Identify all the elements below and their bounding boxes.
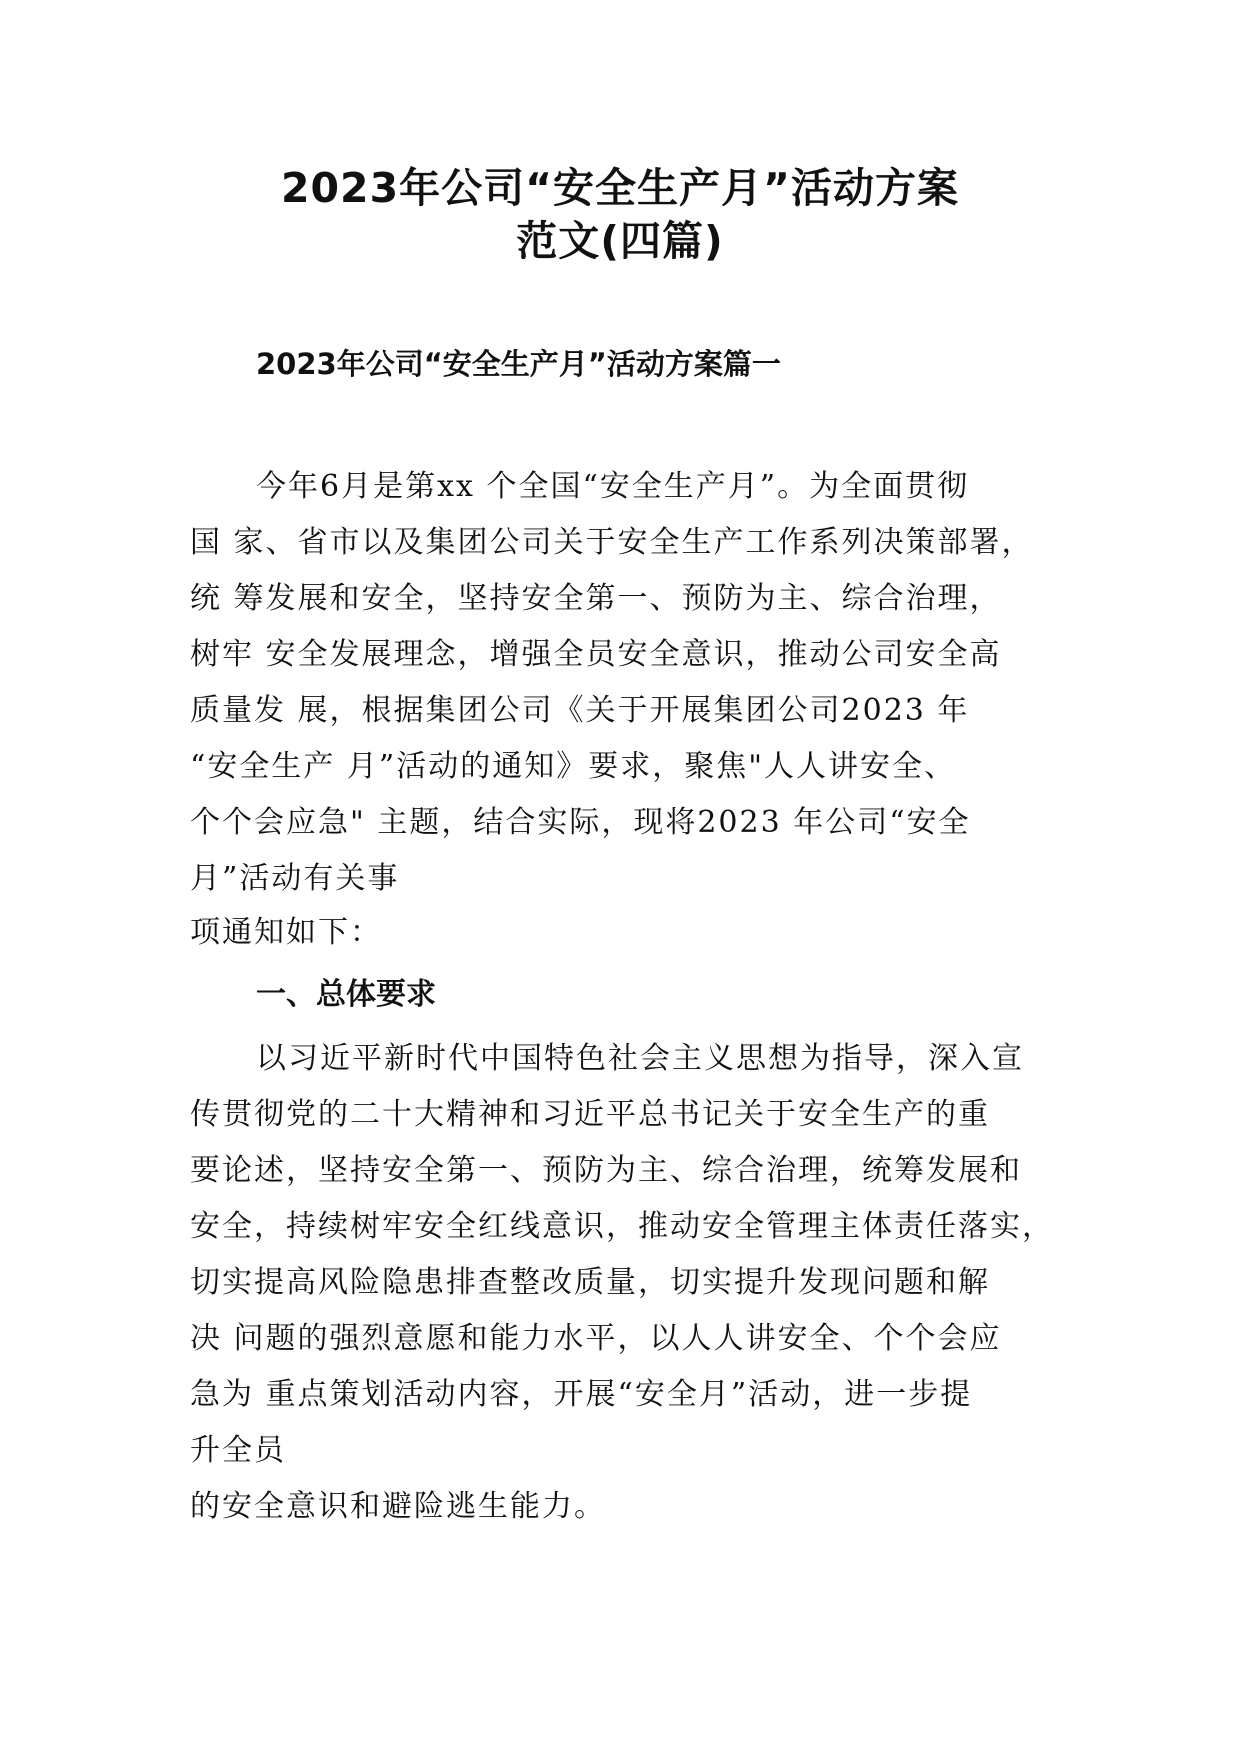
- paragraph-line: 个个会应急" 主题，结合实际，现将2023 年公司“安全: [190, 805, 971, 840]
- paragraph-line: 国 家、省市以及集团公司关于安全生产工作系列决策部署，: [190, 525, 1034, 560]
- paragraph-line: “安全生产 月”活动的通知》要求，聚焦"人人讲安全、: [190, 749, 957, 784]
- paragraph-line: 项通知如下：: [190, 915, 382, 950]
- document-title-line-2: 范文(四篇): [516, 217, 724, 265]
- paragraph-line: 要论述，坚持安全第一、预防为主、综合治理，统筹发展和: [190, 1153, 1022, 1188]
- paragraph-line: 升全员: [190, 1433, 286, 1468]
- paragraph-line: 传贯彻党的二十大精神和习近平总书记关于安全生产的重: [190, 1097, 990, 1132]
- section-title: 2023年公司“安全生产月”活动方案篇一: [256, 347, 781, 381]
- paragraph-line: 质量发 展，根据集团公司《关于开展集团公司2023 年: [190, 693, 970, 728]
- paragraph-line: 月”活动有关事: [190, 861, 400, 896]
- paragraph-line: 树牢 安全发展理念，增强全员安全意识，推动公司安全高: [190, 637, 1002, 672]
- paragraph-line: 以习近平新时代中国特色社会主义思想为指导，深入宣: [256, 1041, 1024, 1076]
- paragraph-line: 切实提高风险隐患排查整改质量，切实提升发现问题和解: [190, 1265, 990, 1300]
- paragraph-line: 安全，持续树牢安全红线意识，推动安全管理主体责任落实，: [190, 1209, 1054, 1244]
- paragraph-line: 的安全意识和避险逃生能力。: [190, 1489, 606, 1524]
- paragraph-line: 决 问题的强烈意愿和能力水平，以人人讲安全、个个会应: [190, 1321, 1002, 1356]
- document-title-line-1: 2023年公司“安全生产月”活动方案: [280, 164, 959, 212]
- heading-general-requirements: 一、总体要求: [256, 977, 436, 1012]
- paragraph-line: 统 筹发展和安全，坚持安全第一、预防为主、综合治理，: [190, 581, 1002, 616]
- paragraph-line: 今年6月是第xx 个全国“安全生产月”。为全面贯彻: [256, 469, 970, 504]
- paragraph-line: 急为 重点策划活动内容，开展“安全月”活动，进一步提: [190, 1377, 973, 1412]
